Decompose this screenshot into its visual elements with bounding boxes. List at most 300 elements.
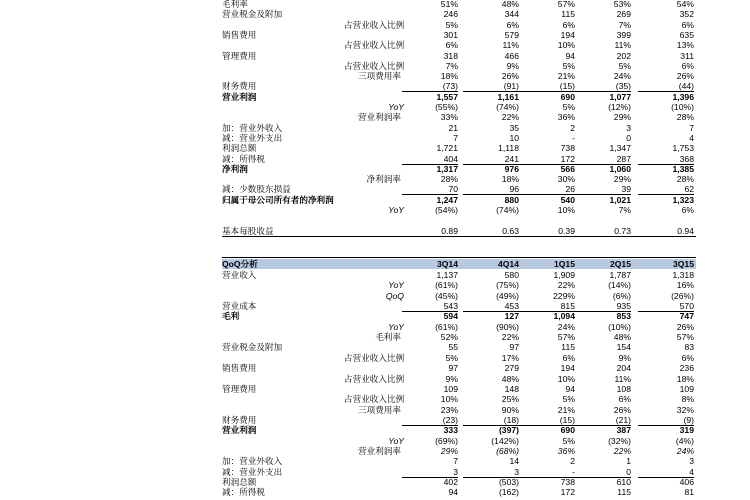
row-label: 占营业收入比例 bbox=[344, 352, 405, 363]
value-cell: 690 bbox=[560, 91, 575, 102]
value-cell: 172 bbox=[560, 487, 575, 498]
value-cell: 540 bbox=[560, 194, 575, 205]
value-cell: 453 bbox=[463, 301, 519, 312]
value-cell: (69%) bbox=[435, 435, 458, 446]
value-cell: 5% bbox=[618, 60, 631, 71]
value-cell: 24% bbox=[613, 71, 631, 82]
row-label: 占营业收入比例 bbox=[344, 373, 405, 384]
row-label: 销售费用 bbox=[222, 29, 257, 40]
header-label: QoQ分析 bbox=[222, 259, 258, 269]
row-label: YoY bbox=[388, 435, 404, 446]
table-row bbox=[222, 9, 696, 19]
value-cell: 11% bbox=[614, 373, 631, 384]
value-cell: 6% bbox=[562, 352, 575, 363]
row-label: 营业成本 bbox=[222, 301, 257, 312]
value-cell: 853 bbox=[616, 311, 631, 322]
table-row bbox=[222, 322, 696, 332]
table-row bbox=[222, 102, 696, 112]
table-bottom-rule bbox=[222, 236, 696, 237]
value-cell: 21% bbox=[557, 404, 575, 415]
value-cell: 26% bbox=[676, 71, 694, 82]
table-row bbox=[222, 446, 696, 456]
table-row bbox=[222, 92, 696, 102]
value-cell: 154 bbox=[616, 342, 631, 353]
table-row bbox=[222, 415, 696, 425]
value-cell: 48% bbox=[501, 373, 519, 384]
value-cell: 81 bbox=[684, 487, 694, 498]
value-cell: 1,787 bbox=[609, 270, 631, 280]
table-row bbox=[222, 61, 696, 71]
table-row bbox=[222, 487, 696, 497]
value-cell: 1 bbox=[626, 456, 631, 467]
table-row bbox=[222, 51, 696, 61]
table-row bbox=[222, 353, 696, 363]
value-cell: 10% bbox=[557, 40, 575, 51]
value-cell: 311 bbox=[680, 50, 694, 61]
value-cell: (503) bbox=[498, 477, 519, 487]
value-cell: 579 bbox=[504, 29, 519, 40]
value-cell: 5% bbox=[562, 394, 575, 405]
row-label: 减：所得税 bbox=[222, 487, 265, 498]
table-row bbox=[222, 436, 696, 446]
value-cell: 18% bbox=[676, 373, 694, 384]
value-cell: 53% bbox=[613, 0, 631, 9]
table-row bbox=[222, 467, 696, 477]
value-cell: 404 bbox=[402, 154, 458, 165]
value-cell: 62 bbox=[638, 184, 694, 195]
value-cell: 29% bbox=[440, 445, 458, 456]
row-label: 营业税金及附加 bbox=[222, 9, 283, 20]
value-cell: 406 bbox=[679, 477, 694, 487]
value-cell: 13% bbox=[676, 40, 694, 51]
value-cell: 28% bbox=[440, 174, 458, 185]
table-row bbox=[222, 81, 696, 91]
table-row bbox=[222, 405, 696, 415]
value-cell: 57% bbox=[557, 0, 575, 9]
table-row bbox=[222, 425, 696, 435]
row-label: 净利润 bbox=[222, 163, 248, 174]
value-cell: 70 bbox=[402, 184, 458, 195]
column-header: 3Q14 bbox=[436, 259, 458, 269]
value-cell: (9) bbox=[638, 415, 694, 426]
table-row bbox=[222, 342, 696, 352]
value-cell: 0.63 bbox=[502, 225, 519, 236]
value-cell: 28% bbox=[676, 174, 694, 185]
row-label: 加：营业外收入 bbox=[222, 456, 283, 467]
value-cell: 738 bbox=[560, 143, 575, 154]
row-label: 管理费用 bbox=[222, 50, 257, 61]
row-label: 占营业收入比例 bbox=[344, 394, 405, 405]
value-cell: 26% bbox=[501, 71, 519, 82]
value-cell: 23% bbox=[440, 404, 458, 415]
row-label: QoQ bbox=[385, 290, 404, 301]
value-cell: 28% bbox=[676, 112, 694, 123]
table-row bbox=[222, 123, 696, 133]
value-cell: 5% bbox=[562, 435, 575, 446]
value-cell: (91) bbox=[463, 81, 519, 92]
value-cell: 10% bbox=[440, 394, 458, 405]
table-row bbox=[222, 0, 696, 9]
value-cell: 0.39 bbox=[558, 225, 575, 236]
table-row bbox=[222, 280, 696, 290]
row-label: 毛利率 bbox=[222, 0, 248, 9]
table-row bbox=[222, 270, 696, 280]
value-cell: 29% bbox=[613, 112, 631, 123]
value-cell: (23) bbox=[402, 415, 458, 426]
value-cell: (10%) bbox=[671, 102, 694, 112]
value-cell: 0.73 bbox=[614, 225, 631, 236]
column-header: 1Q15 bbox=[553, 259, 575, 269]
value-cell: 1,318 bbox=[672, 270, 694, 280]
row-label: 营业利润 bbox=[222, 91, 257, 102]
value-cell: 0 bbox=[575, 467, 631, 478]
value-cell: 202 bbox=[616, 50, 631, 61]
value-cell: 90% bbox=[501, 404, 519, 415]
value-cell: 35 bbox=[509, 122, 519, 133]
row-label: 营业利润 bbox=[222, 425, 257, 436]
value-cell: 26 bbox=[519, 184, 575, 195]
value-cell: 269 bbox=[616, 9, 631, 20]
value-cell: 9% bbox=[506, 60, 519, 71]
value-cell: 30% bbox=[557, 174, 575, 185]
value-cell: 94 bbox=[448, 487, 458, 498]
row-label: 财务费用 bbox=[222, 81, 257, 92]
value-cell: (74%) bbox=[496, 205, 519, 215]
value-cell: 109 bbox=[679, 383, 694, 394]
value-cell: 9% bbox=[445, 373, 458, 384]
value-cell: 32% bbox=[676, 404, 694, 415]
row-label: YoY bbox=[388, 205, 404, 215]
table-row bbox=[222, 332, 696, 342]
value-cell: (75%) bbox=[496, 280, 519, 291]
row-label: 净利润率 bbox=[366, 174, 401, 185]
value-cell: (44) bbox=[638, 81, 694, 92]
row-label: 减：营业外支出 bbox=[222, 466, 283, 477]
value-cell: 0.89 bbox=[441, 225, 458, 236]
value-cell: 10% bbox=[557, 373, 575, 384]
value-cell: (26%) bbox=[671, 290, 694, 301]
value-cell: 1,021 bbox=[609, 194, 631, 205]
table-row bbox=[222, 112, 696, 122]
value-cell: 976 bbox=[504, 163, 519, 174]
value-cell: 2 bbox=[570, 456, 575, 467]
row-label: 减：所得税 bbox=[222, 153, 265, 164]
column-header: 2Q15 bbox=[609, 259, 631, 269]
value-cell: 108 bbox=[616, 383, 631, 394]
value-cell: 246 bbox=[443, 9, 458, 20]
value-cell: 318 bbox=[443, 50, 458, 61]
value-cell: (142%) bbox=[491, 435, 519, 446]
value-cell: 29% bbox=[613, 174, 631, 185]
value-cell: 3 bbox=[463, 467, 519, 478]
value-cell: (61%) bbox=[435, 321, 458, 332]
value-cell: 52% bbox=[440, 332, 458, 343]
value-cell: 352 bbox=[679, 9, 694, 20]
value-cell: 368 bbox=[638, 154, 694, 165]
value-cell: 7 bbox=[453, 132, 458, 143]
value-cell: 1,721 bbox=[436, 143, 458, 154]
table-row bbox=[222, 71, 696, 81]
table-row bbox=[222, 154, 696, 164]
value-cell: 6% bbox=[681, 60, 694, 71]
value-cell: 543 bbox=[402, 301, 458, 312]
table-row bbox=[222, 40, 696, 50]
value-cell: 1,137 bbox=[436, 270, 458, 280]
value-cell: 387 bbox=[616, 425, 631, 436]
value-cell: 1,094 bbox=[553, 311, 575, 322]
value-cell: 333 bbox=[443, 425, 458, 436]
row-label: 毛利 bbox=[222, 311, 240, 322]
value-cell: 1,753 bbox=[672, 143, 694, 154]
value-cell: 5% bbox=[562, 60, 575, 71]
value-cell: 26% bbox=[613, 404, 631, 415]
value-cell: 115 bbox=[561, 9, 575, 20]
table-row bbox=[222, 215, 696, 225]
value-cell: 570 bbox=[638, 301, 694, 312]
value-cell: 26% bbox=[676, 321, 694, 332]
value-cell: 4 bbox=[689, 132, 694, 143]
value-cell: (15) bbox=[519, 81, 575, 92]
value-cell: 57% bbox=[676, 332, 694, 343]
value-cell: 36% bbox=[557, 112, 575, 123]
value-cell: 22% bbox=[557, 280, 575, 291]
value-cell: 229% bbox=[553, 290, 575, 301]
value-cell: 9% bbox=[618, 352, 631, 363]
value-cell: - bbox=[572, 132, 575, 143]
value-cell: 7% bbox=[618, 205, 631, 215]
value-cell: 14 bbox=[509, 456, 519, 467]
value-cell: 2 bbox=[570, 122, 575, 133]
table-row bbox=[222, 311, 696, 321]
table-top-rule bbox=[222, 257, 696, 258]
value-cell: 402 bbox=[443, 477, 458, 487]
value-cell: 6% bbox=[506, 19, 519, 30]
table-row bbox=[222, 174, 696, 184]
value-cell: 21% bbox=[557, 71, 575, 82]
column-header: 3Q15 bbox=[672, 259, 694, 269]
value-cell: 6% bbox=[618, 394, 631, 405]
value-cell: 22% bbox=[613, 445, 631, 456]
value-cell: 5% bbox=[445, 19, 458, 30]
value-cell: (162) bbox=[498, 487, 519, 498]
value-cell: 466 bbox=[504, 50, 519, 61]
value-cell: (90%) bbox=[496, 321, 519, 332]
value-cell: (68%) bbox=[496, 445, 519, 456]
value-cell: 3 bbox=[402, 467, 458, 478]
table-row bbox=[222, 195, 696, 205]
value-cell: 1,317 bbox=[436, 163, 458, 174]
value-cell: 18% bbox=[440, 71, 458, 82]
row-label: YoY bbox=[388, 102, 404, 112]
value-cell: 25% bbox=[501, 394, 519, 405]
value-cell: 48% bbox=[501, 0, 519, 9]
value-cell: 5% bbox=[562, 102, 575, 112]
value-cell: 1,347 bbox=[609, 143, 631, 154]
value-cell: 1,247 bbox=[436, 194, 458, 205]
value-cell: 738 bbox=[560, 477, 575, 487]
value-cell: 127 bbox=[504, 311, 519, 322]
value-cell: 566 bbox=[560, 163, 575, 174]
value-cell: 57% bbox=[557, 332, 575, 343]
value-cell: (397) bbox=[498, 425, 519, 436]
table-row bbox=[222, 456, 696, 466]
value-cell: 10 bbox=[509, 132, 519, 143]
table-row bbox=[222, 363, 696, 373]
value-cell: 1,557 bbox=[436, 91, 458, 102]
value-cell: 33% bbox=[440, 112, 458, 123]
value-cell: 880 bbox=[504, 194, 519, 205]
value-cell: 83 bbox=[684, 342, 694, 353]
value-cell: 39 bbox=[575, 184, 631, 195]
value-cell: 194 bbox=[560, 29, 575, 40]
value-cell: (74%) bbox=[496, 102, 519, 112]
value-cell: 4 bbox=[638, 467, 694, 478]
table-row bbox=[222, 374, 696, 384]
value-cell: (73) bbox=[402, 81, 458, 92]
value-cell: 3 bbox=[689, 456, 694, 467]
value-cell: (49%) bbox=[496, 290, 519, 301]
row-label: 营业利润率 bbox=[358, 112, 401, 123]
value-cell: 24% bbox=[557, 321, 575, 332]
row-label: 利润总额 bbox=[222, 143, 257, 154]
row-label: 三项费用率 bbox=[358, 404, 401, 415]
value-cell: 22% bbox=[501, 112, 519, 123]
row-label: 占营业收入比例 bbox=[344, 60, 405, 71]
table-row bbox=[222, 394, 696, 404]
row-label: 归属于母公司所有者的净利润 bbox=[222, 194, 334, 205]
value-cell: 6% bbox=[681, 352, 694, 363]
row-label: 营业利润率 bbox=[358, 445, 401, 456]
value-cell: 6% bbox=[445, 40, 458, 51]
row-label: 基本每股收益 bbox=[222, 225, 274, 236]
table-row bbox=[222, 301, 696, 311]
row-label: 销售费用 bbox=[222, 363, 257, 374]
row-label: 占营业收入比例 bbox=[344, 19, 405, 30]
table-row bbox=[222, 133, 696, 143]
value-cell: (45%) bbox=[435, 290, 458, 301]
row-label: 毛利率 bbox=[375, 332, 401, 343]
value-cell: 7% bbox=[445, 60, 458, 71]
value-cell: 935 bbox=[575, 301, 631, 312]
table-row bbox=[222, 205, 696, 215]
value-cell: 0 bbox=[626, 132, 631, 143]
value-cell: 7% bbox=[618, 19, 631, 30]
value-cell: 6% bbox=[681, 205, 694, 215]
value-cell: 5% bbox=[445, 352, 458, 363]
column-header: 4Q14 bbox=[497, 259, 519, 269]
row-label: YoY bbox=[388, 280, 404, 291]
value-cell: 8% bbox=[681, 394, 694, 405]
value-cell: 399 bbox=[616, 29, 631, 40]
value-cell: 16% bbox=[676, 280, 694, 291]
value-cell: 11% bbox=[502, 40, 519, 51]
value-cell: (21) bbox=[575, 415, 631, 426]
value-cell: 344 bbox=[504, 9, 519, 20]
value-cell: (6%) bbox=[612, 290, 631, 301]
row-label: YoY bbox=[388, 321, 404, 332]
row-label: 占营业收入比例 bbox=[344, 40, 405, 51]
value-cell: (35) bbox=[575, 81, 631, 92]
value-cell: 204 bbox=[616, 363, 631, 374]
row-label: 减：营业外支出 bbox=[222, 132, 283, 143]
value-cell: 54% bbox=[676, 0, 694, 9]
value-cell: 11% bbox=[614, 40, 631, 51]
value-cell: 1,161 bbox=[497, 91, 519, 102]
value-cell: 0.94 bbox=[677, 225, 694, 236]
table-row bbox=[222, 143, 696, 153]
value-cell: 21 bbox=[448, 122, 458, 133]
value-cell: 635 bbox=[679, 29, 694, 40]
value-cell: 301 bbox=[443, 29, 458, 40]
value-cell: 1,077 bbox=[609, 91, 631, 102]
value-cell: 55 bbox=[448, 342, 458, 353]
value-cell: 6% bbox=[681, 19, 694, 30]
table-row bbox=[222, 20, 696, 30]
value-cell: (61%) bbox=[435, 280, 458, 291]
value-cell: (32%) bbox=[608, 435, 631, 446]
value-cell: 18% bbox=[501, 174, 519, 185]
value-cell: 96 bbox=[463, 184, 519, 195]
value-cell: 594 bbox=[443, 311, 458, 322]
table-header-row bbox=[222, 259, 696, 269]
value-cell: 194 bbox=[560, 363, 575, 374]
value-cell: 690 bbox=[560, 425, 575, 436]
value-cell: 6% bbox=[562, 19, 575, 30]
row-label: 三项费用率 bbox=[358, 71, 401, 82]
row-label: 利润总额 bbox=[222, 477, 257, 487]
value-cell: (15) bbox=[519, 415, 575, 426]
value-cell: 1,396 bbox=[672, 91, 694, 102]
value-cell: 22% bbox=[501, 332, 519, 343]
row-label: 加：营业外收入 bbox=[222, 122, 283, 133]
value-cell: 1,909 bbox=[553, 270, 575, 280]
value-cell: 7 bbox=[453, 456, 458, 467]
value-cell: 236 bbox=[679, 363, 694, 374]
value-cell: 97 bbox=[448, 363, 458, 374]
value-cell: 148 bbox=[504, 383, 519, 394]
value-cell: 279 bbox=[504, 363, 519, 374]
value-cell: (54%) bbox=[435, 205, 458, 215]
value-cell: 48% bbox=[613, 332, 631, 343]
value-cell: 109 bbox=[443, 383, 458, 394]
value-cell: 3 bbox=[626, 122, 631, 133]
value-cell: 241 bbox=[463, 154, 519, 165]
value-cell: (14%) bbox=[608, 280, 631, 291]
value-cell: 287 bbox=[575, 154, 631, 165]
value-cell: (55%) bbox=[435, 102, 458, 112]
row-label: 财务费用 bbox=[222, 414, 257, 425]
value-cell: 1,060 bbox=[609, 163, 631, 174]
value-cell: (12%) bbox=[608, 102, 631, 112]
value-cell: 580 bbox=[504, 270, 519, 280]
value-cell: 94 bbox=[565, 50, 575, 61]
value-cell: 36% bbox=[557, 445, 575, 456]
value-cell: 115 bbox=[617, 487, 631, 498]
value-cell: - bbox=[519, 467, 575, 478]
value-cell: 51% bbox=[440, 0, 458, 9]
table-row bbox=[222, 164, 696, 174]
value-cell: (4%) bbox=[675, 435, 694, 446]
value-cell: 172 bbox=[519, 154, 575, 165]
value-cell: 1,385 bbox=[672, 163, 694, 174]
row-label: 管理费用 bbox=[222, 383, 257, 394]
table-row bbox=[222, 477, 696, 487]
value-cell: 17% bbox=[501, 352, 519, 363]
value-cell: 115 bbox=[561, 342, 575, 353]
value-cell: 610 bbox=[616, 477, 631, 487]
value-cell: (18) bbox=[463, 415, 519, 426]
value-cell: 24% bbox=[676, 445, 694, 456]
